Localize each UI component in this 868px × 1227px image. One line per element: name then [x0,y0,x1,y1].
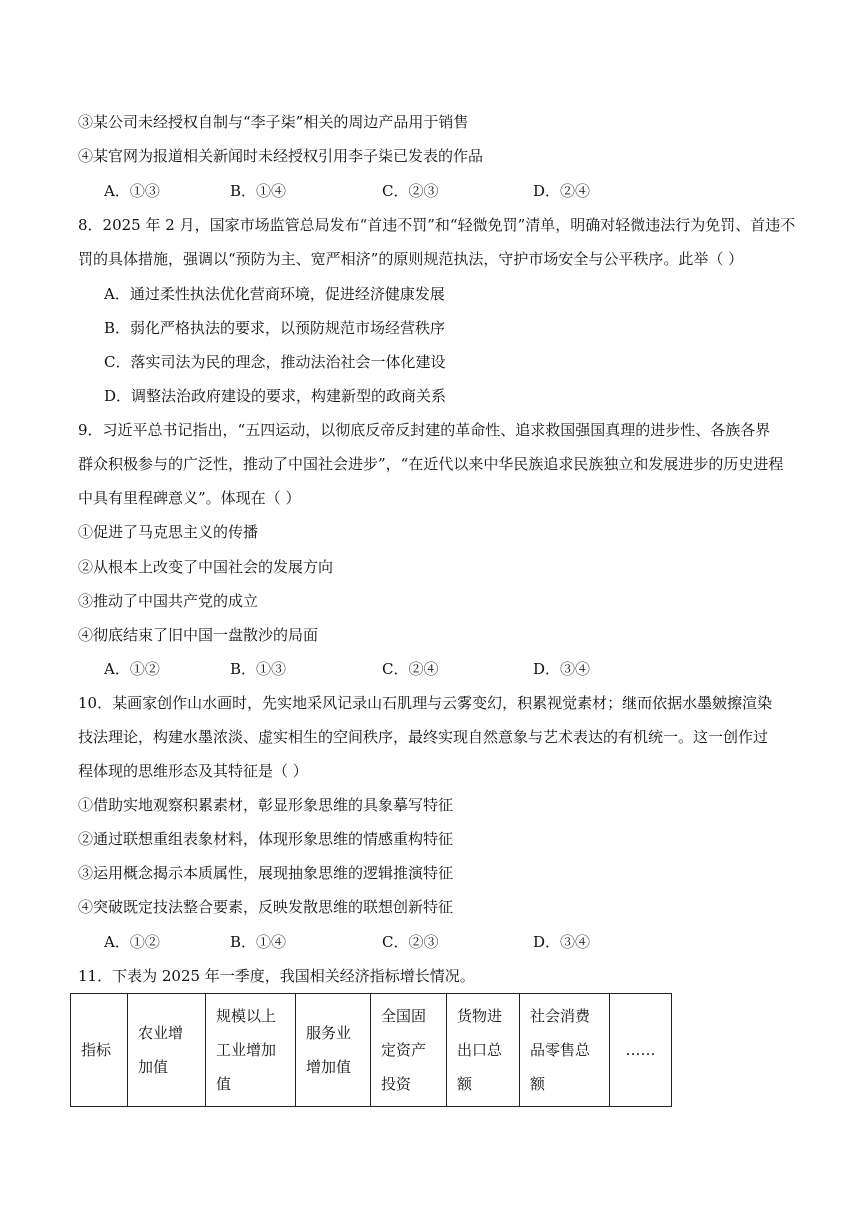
q8-option-c: C．落实司法为民的理念，推动法治社会一体化建设 [104,353,446,371]
q9-stem-line2: 群众积极参与的广泛性，推动了中国社会进步”，“在近代以来中华民族追求民族独立和发展进步的历史进程 [78,455,784,473]
q9-option-d: D．③④ [533,660,591,678]
q7-item-4: ④某官网为报道相关新闻时未经授权引用李子柒已发表的作品 [78,147,484,165]
q9-item-2: ②从根本上改变了中国社会的发展方向 [78,558,334,576]
table-header-row [71,994,672,1107]
q10-item-2: ②通过联想重组表象材料，体现形象思维的情感重构特征 [78,830,454,848]
q10-stem-line2: 技法理论，构建水墨浓淡、虚实相生的空间秩序，最终实现自然意象与艺术表达的有机统一。这一创作过 [78,728,769,746]
q11-stem: 11．下表为 2025 年一季度，我国相关经济指标增长情况。 [78,967,475,985]
table-cell: 全国固 定资产 投资 [371,994,447,1107]
indicator-table [70,993,672,1107]
table-cell: 货物进 出口总 额 [447,994,520,1107]
q10-option-d: D．③④ [533,933,591,951]
table-cell: 社会消费 品零售总 额 [520,994,610,1107]
q9-option-a: A．①② [104,660,160,678]
q9-stem-line3: 中具有里程碑意义”。体现在（ ） [78,489,301,507]
q10-option-c: C．②③ [382,933,439,951]
q9-item-3: ③推动了中国共产党的成立 [78,592,259,610]
q9-options [104,659,804,679]
table-cell: 指标 [71,994,128,1107]
q10-option-b: B．①④ [230,933,287,951]
table-cell: 服务业 增加值 [296,994,371,1107]
q9-item-4: ④彻底结束了旧中国一盘散沙的局面 [78,626,319,644]
q8-option-d: D．调整法治政府建设的要求，构建新型的政商关系 [104,387,447,405]
q10-option-a: A．①② [104,933,160,951]
table-cell: 规模以上 工业增加 值 [206,994,296,1107]
q10-item-1: ①借助实地观察积累素材，彰显形象思维的具象摹写特征 [78,796,454,814]
q8-option-a: A．通过柔性执法优化营商环境，促进经济健康发展 [104,285,445,303]
q9-option-b: B．①③ [230,660,287,678]
q9-option-c: C．②④ [382,660,439,678]
q10-item-3: ③运用概念揭示本质属性，展现抽象思维的逻辑推演特征 [78,864,454,882]
q7-options [104,181,804,201]
q7-option-d: D．②④ [533,182,591,200]
q10-options [104,932,804,952]
q8-option-b: B．弱化严格执法的要求，以预防规范市场经营秩序 [104,319,446,337]
q10-stem-line3: 程体现的思维形态及其特征是（ ） [78,762,308,780]
q7-option-a: A．①③ [104,182,160,200]
q10-stem-line1: 10．某画家创作山水画时，先实地采风记录山石肌理与云雾变幻，积累视觉素材；继而依据水墨皴擦渲染 [78,694,773,712]
table-cell: …… [610,994,672,1107]
q7-option-b: B．①④ [230,182,287,200]
q7-option-c: C．②③ [382,182,439,200]
q8-stem-line1: 8．2025 年 2 月，国家市场监管总局发布“首违不罚”和“轻微免罚”清单，明确对轻微违法行为免罚、首违不 [78,216,796,234]
q8-stem-line2: 罚的具体措施，强调以“预防为主、宽严相济”的原则规范执法，守护市场安全与公平秩序。此举（ ） [78,250,744,268]
q7-item-3: ③某公司未经授权自制与“李子柒”相关的周边产品用于销售 [78,113,469,131]
q9-stem-line1: 9．习近平总书记指出，“五四运动，以彻底反帝反封建的革命性、追求救国强国真理的进步性、各族各界 [78,421,771,439]
q9-item-1: ①促进了马克思主义的传播 [78,523,259,541]
q10-item-4: ④突破既定技法整合要素，反映发散思维的联想创新特征 [78,898,454,916]
table-cell: 农业增 加值 [128,994,206,1107]
